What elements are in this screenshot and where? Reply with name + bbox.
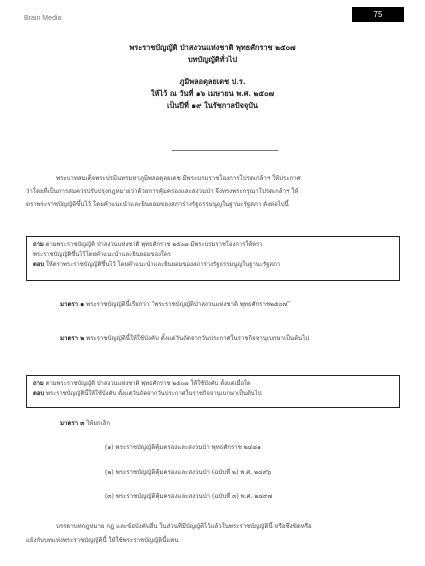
question-line — [33, 240, 393, 250]
preamble-line: ตราพระราชบัญญัติขึ้นไว้ โดยคำแนะนำและยินยอมของสภาร่างรัฐธรรมนูญในฐานะรัฐสภา ดังต่อไปนี้ — [26, 201, 289, 208]
act-title: พระราชบัญญัติ ป่าสงวนแห่งชาติ พุทธศักราช ๒๕๐๗ — [129, 43, 296, 52]
section-1 — [60, 299, 410, 311]
reign-year: เป็นปีที่ ๑๙ ในรัชกาลปัจจุบัน — [167, 101, 258, 110]
closing-paragraph — [26, 520, 406, 548]
title-divider — [172, 150, 278, 151]
preamble-line: ว่าโดยที่เป็นการสมควรปรับปรุงกฎหมายว่าด้วยการคุ้มครองและสงวนป่า จึงทรงพระกรุณาโปรดเกล้าฯ ให้ — [26, 188, 299, 195]
qa-box-enactment — [26, 236, 400, 281]
closing-line: แย้งกับบทแห่งพระราชบัญญัตินี้ ให้ใช้พระราชบัญญัตินี้แทน — [26, 537, 179, 544]
answer-label: ตอบ — [33, 390, 45, 397]
qa-box-effective-date — [26, 375, 400, 408]
page-header — [0, 0, 425, 28]
section-text: ให้ยกเลิก — [86, 420, 111, 427]
question-continuation: พระราชบัญญัติขึ้นไว้โดยคำแนะนำและยินยอมของใคร — [33, 252, 171, 258]
answer-label: ตอบ — [33, 261, 45, 268]
enactment-date: ให้ไว้ ณ วันที่ ๑๖ เมษายน พ.ศ. ๒๕๐๗ — [150, 89, 275, 98]
repealed-act-item: (๒) พระราชบัญญัติคุ้มครองและสงวนป่า (ฉบับที่ ๒) พ.ศ. ๒๔๙๖ — [105, 469, 272, 476]
question-label: ถาม — [33, 241, 44, 248]
brand-name: Brain Media — [24, 15, 62, 22]
document-title-block — [0, 42, 425, 112]
royal-signature: ภูมิพลอดุลยเดช ป.ร. — [179, 77, 246, 86]
question-line — [33, 379, 393, 389]
section-3 — [60, 418, 410, 430]
question-label: ถาม — [33, 380, 44, 387]
answer-line — [33, 389, 393, 399]
preamble-paragraph — [26, 172, 402, 211]
answer-text: ให้ตราพระราชบัญญัติขึ้นไว้ โดยคำแนะนำและยินยอมของสภาร่างรัฐธรรมนูญในฐานะรัฐสภา — [45, 262, 281, 268]
section-label: มาตรา ๒ — [60, 335, 85, 342]
section-2 — [60, 333, 410, 345]
section-label: มาตรา ๑ — [60, 301, 85, 308]
page-number: 75 — [352, 7, 404, 22]
chapter-title: บทบัญญัติทั่วไป — [187, 55, 238, 64]
preamble-line: พระบาทสมเด็จพระปรมินทรมหาภูมิพลอดุลยเดช มีพระบรมราชโองการโปรดเกล้าฯ ให้ประกาศ — [56, 175, 301, 182]
section-text: พระราชบัญญัตินี้เรียกว่า “พระราชบัญญัติป่าสงวนแห่งชาติ พุทธศักราช๒๕๐๗” — [86, 301, 291, 308]
section-text: พระราชบัญญัตินี้ให้ใช้บังคับ ตั้งแต่วันถัดจากวันประกาศในราชกิจจานุเบกษาเป็นต้นไป — [86, 335, 310, 342]
section-label: มาตรา ๓ — [60, 420, 85, 427]
answer-line — [33, 260, 393, 270]
closing-line: บรรดาบทกฎหมาย กฎ และข้อบังคับอื่น ในส่วนที่มีบัญญัติไว้แล้วในพระราชบัญญัตินี้ หรือซึ่งขัดหรือ — [56, 523, 312, 530]
question-text: ตามพระราชบัญญัติ ป่าสงวนแห่งชาติ พุทธศักราช ๒๕๐๗ ให้ใช้บังคับ ตั้งแต่เมื่อใด — [45, 381, 251, 387]
repealed-act-item: (๓) พระราชบัญญัติคุ้มครองและสงวนป่า (ฉบับที่ ๓) พ.ศ. ๒๔๙๗ — [105, 493, 273, 500]
answer-text: พระราชบัญญัตินี้ให้ใช้บังคับ ตั้งแต่วันถัดจากวันประกาศในราชกิจจานุเบกษาเป็นต้นไป — [45, 391, 262, 397]
question-text: ตามพระราชบัญญัติ ป่าสงวนแห่งชาติ พุทธศักราช ๒๕๐๗ มีพระบรมราชโองการให้ตรา — [45, 242, 263, 248]
repealed-act-item: (๑) พระราชบัญญัติคุ้มครองและสงวนป่า พุทธศักราช ๒๔๘๑ — [105, 444, 261, 451]
